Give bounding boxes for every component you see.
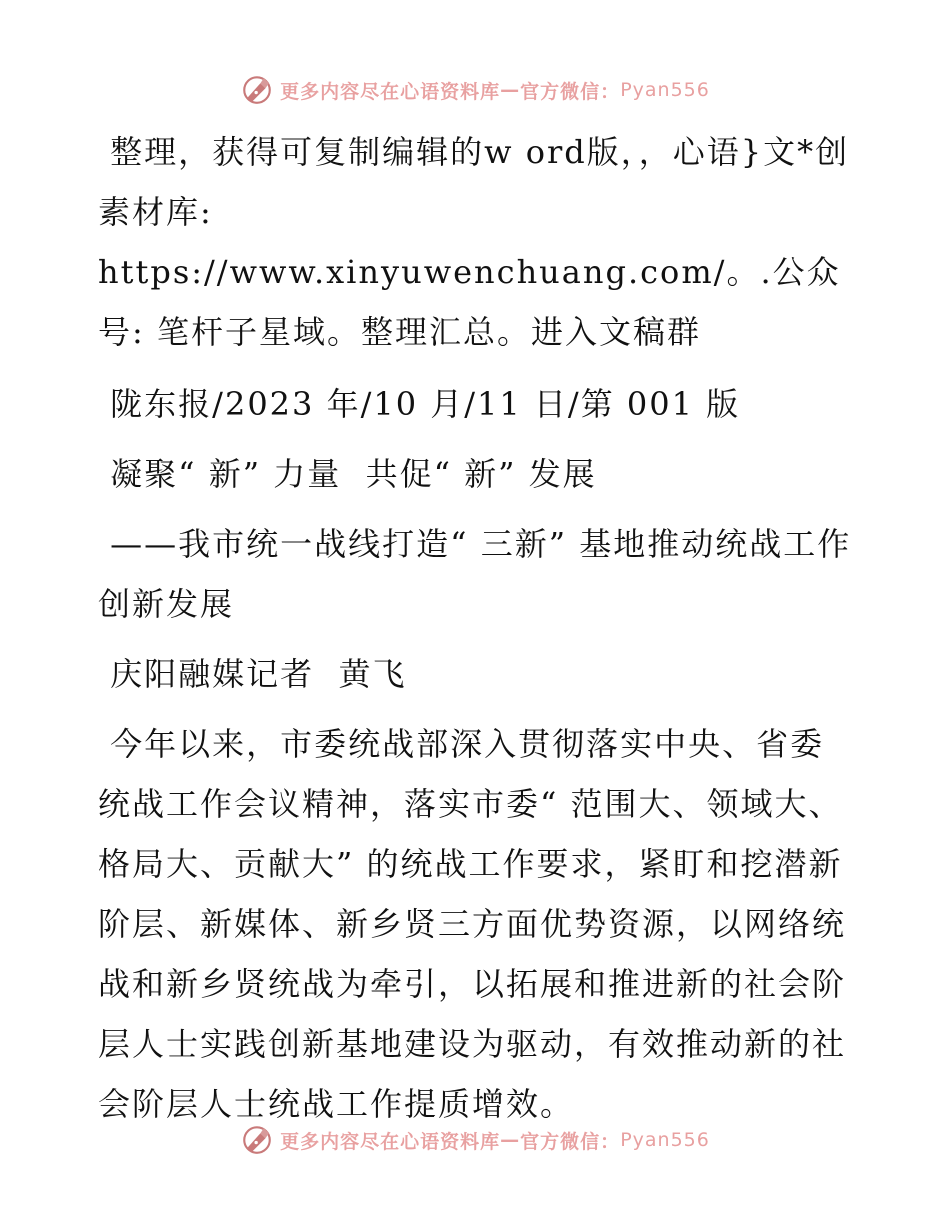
banner-wechat-label: 官方微信： [520,1130,621,1153]
banner-wechat-id: Pyan556 [620,79,710,101]
pen-nib-logo-icon [240,1123,274,1157]
banner-wechat-id: Pyan556 [620,1129,710,1151]
header-watermark-banner [0,70,950,110]
document-body [98,122,858,1146]
pen-nib-logo-icon [240,73,274,107]
banner-dash: — [500,79,521,101]
article-title: 凝聚“ 新” 力量 共促“ 新” 发展 [98,455,597,493]
banner-main-text: 更多内容尽在心语资料库 [280,80,501,103]
newspaper-source-line: 陇东报/2023 年/10 月/11 日/第 001 版 [98,385,741,423]
article-body-paragraph: 今年以来，市委统战部深入贯彻落实中央、省委统战工作会议精神，落实市委“ 范围大、领域大、格局大、贡献大” 的统战工作要求，紧盯和挖潜新阶层、新媒体、新乡贤三方面优势资源，以网络统战和新乡贤统战为牵引，以拓展和推进新的社会阶层人士实践创新基地建设为驱动，有效推动新的社会阶层人士统战工作提质增效。 [98,725,847,1123]
footer-watermark-banner [0,1120,950,1160]
article-subtitle: ——我市统一战线打造“ 三新” 基地推动统战工作创新发展 [98,525,852,623]
banner-main-text: 更多内容尽在心语资料库 [280,1130,501,1153]
banner-dash: — [500,1129,521,1151]
article-byline: 庆阳融媒记者 黄飞 [98,655,407,693]
intro-paragraph: 整理，获得可复制编辑的w ord版，，心语}文*创素材库: https://www.xinyuwenchuang.com/。.公众号: 笔杆子星域。整理汇总。进入文稿群 [98,133,850,351]
banner-wechat-label: 官方微信： [520,80,621,103]
